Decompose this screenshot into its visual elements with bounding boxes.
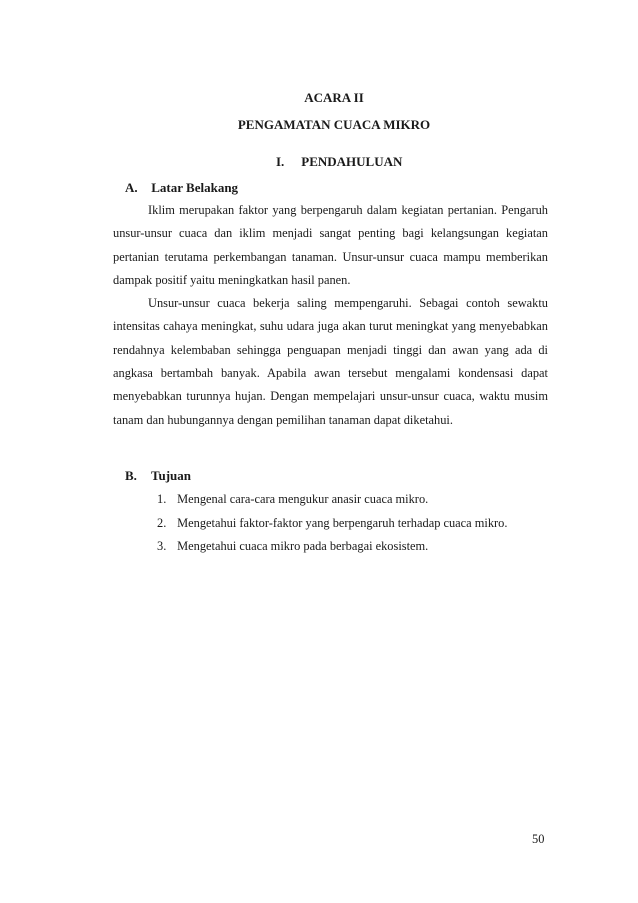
list-item [157, 488, 507, 512]
list-item-number: 1. [157, 492, 167, 506]
subsection-letter: B. [125, 468, 137, 483]
latar-belakang-body [113, 199, 548, 432]
list-item-text: Mengetahui cuaca mikro pada berbagai ekosistem. [177, 539, 429, 553]
section-title: PENDAHULUAN [301, 154, 403, 169]
paragraph: Unsur-unsur cuaca bekerja saling mempengaruhi. Sebagai contoh sewaktu intensitas cahaya meningkat, suhu udara juga akan turut meningkat yang menyebabkan rendahnya kelembaban sehingga penguapan menjadi tinggi dan awan yang ada di angkasa bertambah banyak. Apabila awan tersebut mengalami kondensasi dapat menyebabkan turunnya hujan. Dengan mempelajari unsur-unsur cuaca, waktu musim tanam dan hubungannya dengan pemilihan tanaman dapat diketahui. [113, 296, 548, 427]
list-item-text: Mengenal cara-cara mengukur anasir cuaca mikro. [177, 492, 429, 506]
list-item-text: Mengetahui faktor-faktor yang berpengaruh terhadap cuaca mikro. [177, 515, 508, 530]
paragraph: Iklim merupakan faktor yang berpengaruh dalam kegiatan pertanian. Pengaruh unsur-unsur cuaca dan iklim menjadi sangat penting bagi kelangsungan kegiatan pertanian terutama perkembangan tanaman. Unsur-unsur cuaca mampu memberikan dampak positif yaitu meningkatkan hasil panen. [113, 203, 548, 287]
list-item [157, 535, 507, 559]
list-item [157, 512, 507, 536]
list-item-number: 2. [157, 515, 167, 530]
tujuan-list [157, 488, 507, 559]
list-item-number: 3. [157, 539, 167, 553]
section-number: I. [276, 154, 285, 169]
subsection-heading-tujuan [125, 468, 191, 484]
subsection-heading-latar-belakang [125, 180, 238, 196]
page-number: 50 [532, 832, 545, 846]
chapter-title: ACARA II [304, 90, 364, 105]
chapter-subtitle: PENGAMATAN CUACA MIKRO [237, 117, 431, 132]
section-heading [276, 154, 402, 170]
subsection-letter: A. [125, 180, 138, 195]
subsection-title: Tujuan [151, 468, 192, 483]
subsection-title: Latar Belakang [151, 180, 239, 195]
